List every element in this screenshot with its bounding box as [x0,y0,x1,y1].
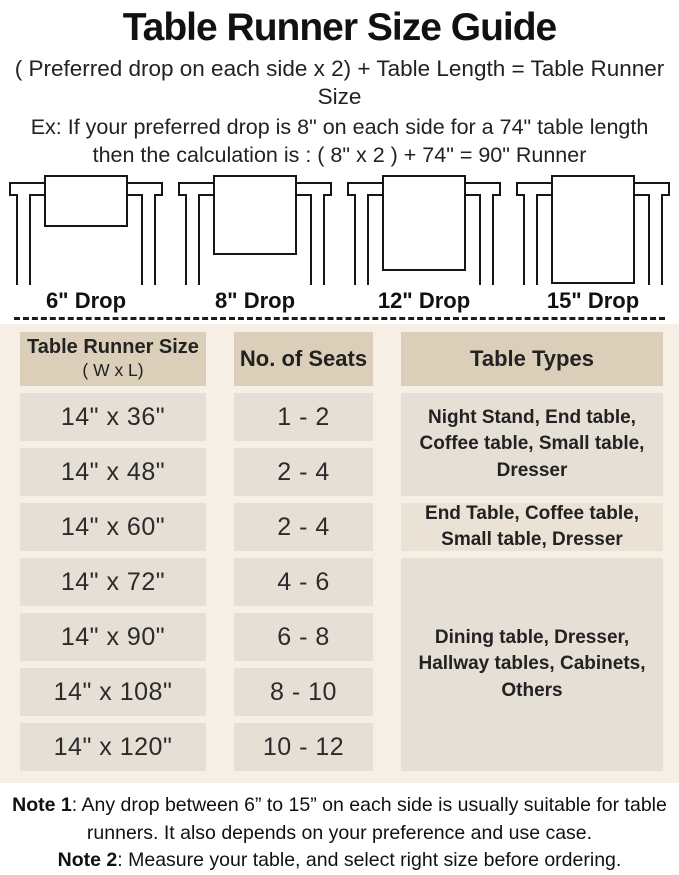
table-types-group-1: Night Stand, End table, Coffee table, Small table, Dresser [401,393,663,496]
footnotes [0,792,679,875]
seats-cell: 2 - 4 [234,503,373,551]
drop-illustrations [0,175,679,285]
table-types-group-2: End Table, Coffee table, Small table, Dresser [401,503,663,551]
note1-label: Note 1 [12,794,72,816]
note1-text: : Any drop between 6” to 15” on each side is usually suitable for table runners. It also depends on your preference and use case. [71,794,667,844]
header-runner-size [20,332,206,386]
header-seats: No. of Seats [234,332,373,386]
table-runner [382,175,466,271]
table-illustration-12in-drop [347,175,501,285]
table-illustration-8in-drop [178,175,332,285]
table-leg [648,194,663,285]
table-runner [44,175,128,227]
note2-text: : Measure your table, and select right size before ordering. [117,849,622,871]
note2-label: Note 2 [57,849,118,871]
table-leg [310,194,325,285]
header-runner-size-line2: ( W x L) [82,360,144,380]
table-leg [523,194,538,285]
table-runner [551,175,635,284]
table-illustration-15in-drop [516,175,670,285]
table-leg [185,194,200,285]
column-table-types [401,332,663,771]
column-seats [234,332,373,771]
drop-label-12in: 12" Drop [377,288,471,313]
header-runner-size-line1: Table Runner Size [27,336,199,358]
size-table [0,324,679,783]
drop-label-6in: 6" Drop [45,288,127,313]
drop-label-row [0,288,679,314]
table-types-group-3: Dining table, Dresser, Hallway tables, Cabinets, Others [401,558,663,771]
header-table-types: Table Types [401,332,663,386]
example-line-2: then the calculation is : ( 8" x 2 ) + 74" = 90" Runner [92,143,587,167]
size-cell: 14" x 90" [20,613,206,661]
seats-cell: 1 - 2 [234,393,373,441]
seats-cell: 10 - 12 [234,723,373,771]
size-cell: 14" x 48" [20,448,206,496]
table-illustration-6in-drop [9,175,163,285]
formula-line: ( Preferred drop on each side x 2) + Table Length = Table Runner Size [14,56,665,109]
dashed-divider [14,317,665,320]
size-cell: 14" x 120" [20,723,206,771]
table-leg [479,194,494,285]
table-leg [354,194,369,285]
size-cell: 14" x 36" [20,393,206,441]
size-cell: 14" x 72" [20,558,206,606]
column-runner-size [20,332,206,771]
seats-cell: 2 - 4 [234,448,373,496]
seats-cell: 4 - 6 [234,558,373,606]
size-cell: 14" x 108" [20,668,206,716]
drop-label-15in: 15" Drop [546,288,640,313]
table-leg [16,194,31,285]
drop-label-8in: 8" Drop [214,288,296,313]
size-cell: 14" x 60" [20,503,206,551]
seats-cell: 8 - 10 [234,668,373,716]
table-leg [141,194,156,285]
seats-cell: 6 - 8 [234,613,373,661]
table-runner [213,175,297,255]
page-title: Table Runner Size Guide [122,6,557,49]
example-line-1: Ex: If your preferred drop is 8" on each side for a 74" table length [30,115,649,139]
